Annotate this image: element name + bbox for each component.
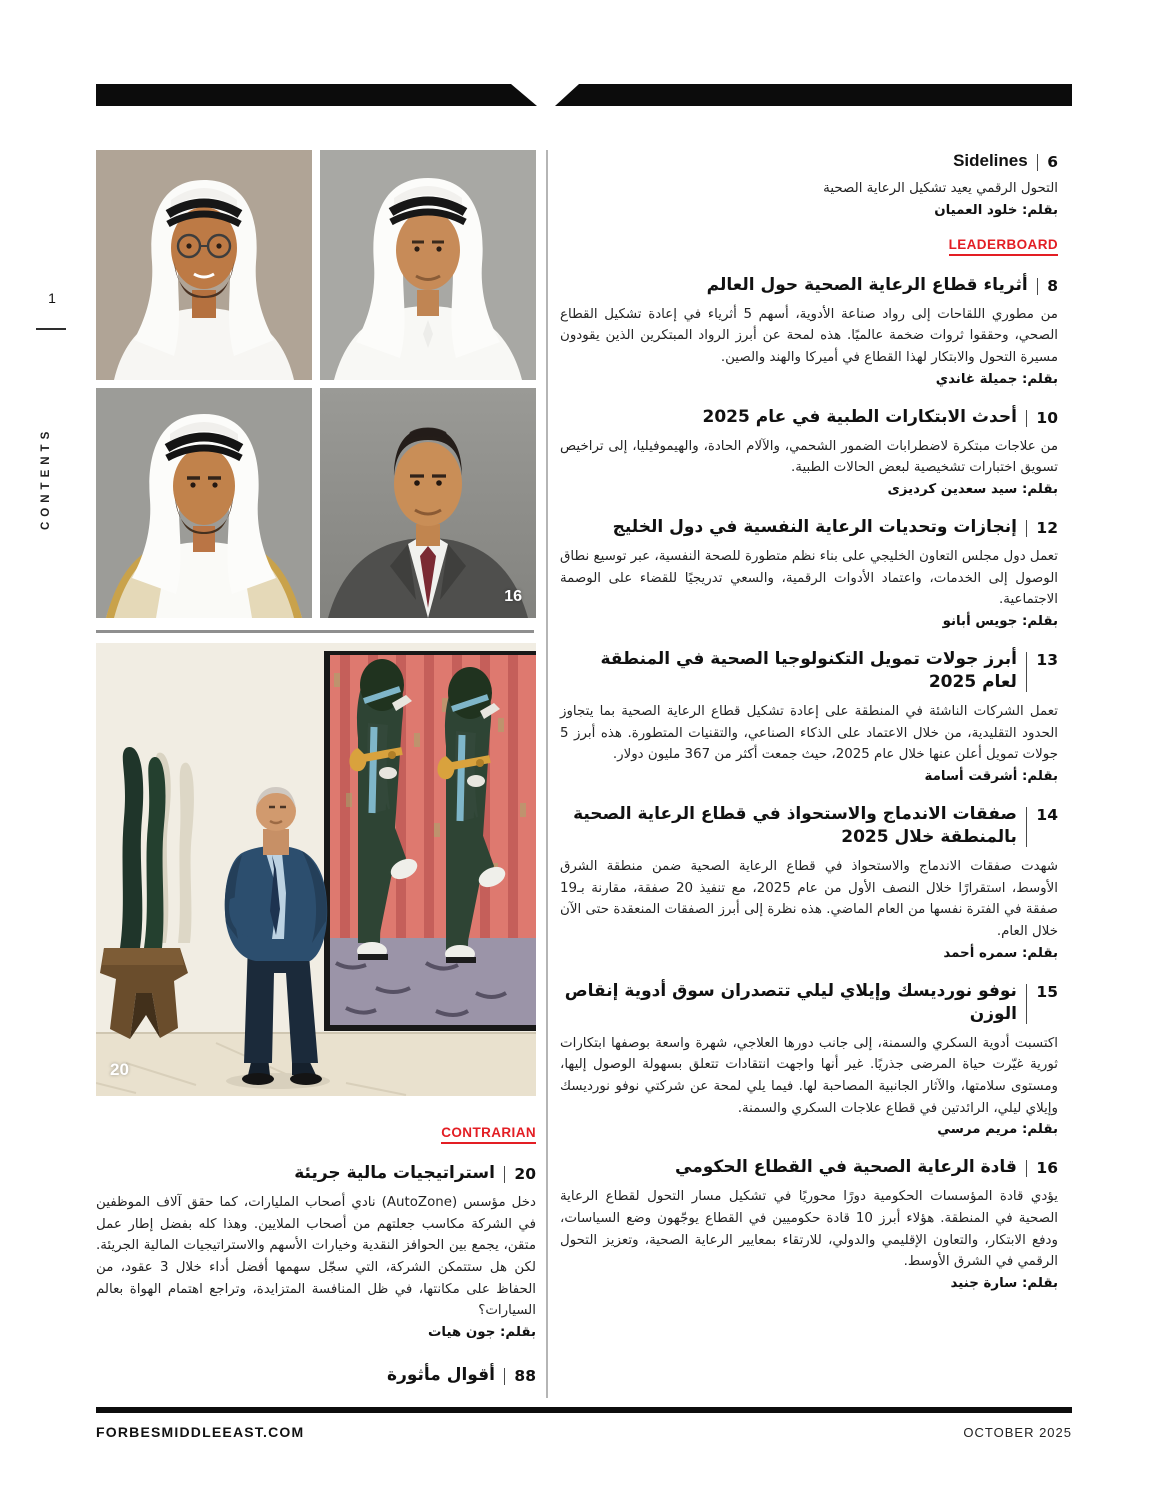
toc-entry-summary: تعمل الشركات الناشئة في المنطقة على إعادة تشكيل قطاع الرعاية الصحية بما يتجاوز الحدود التقليدية، من خلال الاعتماد على الذكاء الصناعي، والتقنيات المتطورة. هذه أبرز 5 جولات تمويل أعلن عنها خلال عام 2025، حيث جمعت أكثر من 367 مليون دولار. bbox=[560, 703, 1058, 763]
photo-divider-rule bbox=[96, 630, 534, 633]
toc-entry-byline: بقلم: سيد سعدين كرديزى bbox=[887, 482, 1058, 498]
title-separator-bar bbox=[504, 1166, 506, 1183]
title-separator-bar bbox=[1037, 154, 1039, 171]
contents-vertical-label: CONTENTS bbox=[40, 426, 52, 530]
title-separator-bar bbox=[1037, 278, 1039, 295]
title-separator-bar bbox=[1026, 410, 1028, 427]
toc-entry-summary: دخل مؤسس (AutoZone) نادي أصحاب المليارات، كما حقق آلاف الموظفين في الشركة مكاسب جعلتهم من أصحاب الملايين. وهذا كله بفضل إطار عمل متقن، يجمع بين الحوافز النقدية وخيارات الأسهم والاستراتيجيات المالية الجريئة. لكن هل ستتمكن الشركة، التي سجّل سهمها أفضل أداء خلال 3 عقود، من الحفاظ على مكانتها، في ظل المنافسة المتزايدة، وتراجع اهتمام الهواة بعالم السيارات؟ bbox=[96, 1194, 536, 1319]
column-divider bbox=[546, 150, 548, 1398]
toc-entry-title: استراتيجيات مالية جريئة bbox=[294, 1163, 495, 1183]
toc-entry-title: صفقات الاندماج والاستحواذ في قطاع الرعاية الصحية بالمنطقة خلال 2025 bbox=[573, 804, 1017, 847]
top-left-black-bar bbox=[96, 84, 537, 106]
toc-entry-byline: بقلم: أشرقت أسامة bbox=[924, 769, 1058, 785]
toc-entry-summary: اكتسبت أدوية السكري والسمنة، إلى جانب دورها العلاجي، شهرة واسعة بوصفها ابتكارات ثورية غيّرت حياة المرضى جذريًا. غير أنها واجهت انتقادات تتعلق بسهولة الوصول إليها، ومستوى سلامتها، والآثار الجانبية المصاحبة لها. فيما يلي لمحة عن شركتي نوفو نورديسك وإيلاي ليلي، الرائدتين في قطاع علاجات السكري والسمنة. bbox=[560, 1035, 1058, 1116]
portrait-1-illustration bbox=[96, 150, 312, 380]
portrait-photo-4 bbox=[320, 388, 536, 618]
toc-entry-page-number: 13 bbox=[1036, 651, 1058, 670]
toc-entry bbox=[96, 1364, 536, 1387]
toc-entry-page-number: 20 bbox=[514, 1165, 536, 1183]
portrait-3-illustration bbox=[96, 388, 312, 618]
title-separator-bar bbox=[1026, 520, 1028, 537]
leaderboard-section-header-wrap bbox=[560, 234, 1058, 256]
toc-entry-byline: بقلم: سارة جنيد bbox=[950, 1276, 1058, 1292]
toc-entry bbox=[96, 1162, 536, 1340]
photo-page-label-20: 20 bbox=[110, 1060, 129, 1079]
toc-entry-summary: من علاجات مبتكرة لاضطرابات الضمور الشحمي، والآلام الحادة، والهيموفيليا، إلى تراخيص تسويق اختبارات تشخيصية لبعض الحالات الطبية. bbox=[560, 438, 1058, 476]
photo-page-label-16: 16 bbox=[504, 588, 522, 605]
portrait-2-illustration bbox=[320, 150, 536, 380]
toc-entry-page-number: 8 bbox=[1047, 276, 1058, 295]
title-separator-bar bbox=[1026, 1160, 1028, 1177]
toc-entry bbox=[560, 803, 1058, 961]
page-number: 1 bbox=[48, 290, 56, 306]
toc-entry-summary: التحول الرقمي يعيد تشكيل الرعاية الصحية bbox=[823, 180, 1058, 196]
toc-entry-title: أثرياء قطاع الرعاية الصحية حول العالم bbox=[706, 274, 1028, 295]
toc-entry-byline: بقلم: جميلة غاندي bbox=[935, 371, 1058, 387]
toc-entry bbox=[560, 980, 1058, 1138]
toc-entry-page-number: 88 bbox=[514, 1367, 536, 1386]
toc-entry-title: أحدث الابتكارات الطبية في عام 2025 bbox=[702, 406, 1017, 427]
toc-entry-page-number: 12 bbox=[1036, 519, 1058, 538]
contents-right-column bbox=[560, 150, 1058, 1310]
page-number-rule bbox=[36, 328, 66, 330]
portrait-4-illustration bbox=[320, 388, 536, 618]
title-separator-bar bbox=[1026, 807, 1028, 847]
contrarian-section-header: CONTRARIAN bbox=[441, 1125, 536, 1144]
toc-entry-title: نوفو نورديسك وإيلاي ليلي تتصدران سوق أدوية إنقاص الوزن bbox=[564, 980, 1017, 1024]
toc-entry-summary: من مطوري اللقاحات إلى رواد صناعة الأدوية، أسهم 5 أثرياء في إعادة تشكيل القطاع الصحي، وحققوا ثروات ضخمة عالميًا. هذه لمحة عن أبرز الرواد المبتكرين الذين يقودون مسيرة التحول والابتكار لهذا القطاع في أميركا والهند والصين. bbox=[560, 306, 1058, 365]
toc-entry-page-number: 16 bbox=[1036, 1159, 1058, 1178]
toc-entry-summary: يؤدي قادة المؤسسات الحكومية دورًا محوريًا في تشكيل مسار التحول لقطاع الرعاية الصحية في المنطقة. هؤلاء أبرز 10 قادة حكوميين في القطاع يوجّهون وضع السياسات، ودفع الابتكار، والتعاون الإقليمي والدولي، للارتقاء بمعايير الرعاية الصحية، وتعزيز التحول الرقمي في الشرق الأوسط. bbox=[560, 1189, 1058, 1270]
contents-left-column bbox=[96, 1118, 536, 1406]
portrait-photo-1 bbox=[96, 150, 312, 380]
toc-entry-byline: بقلم: سمره أحمد bbox=[943, 945, 1058, 961]
toc-entry-page-number: 10 bbox=[1036, 408, 1058, 427]
toc-entry-byline: بقلم: مريم مرسي bbox=[937, 1122, 1058, 1138]
footer-issue-date: OCTOBER 2025 bbox=[963, 1425, 1072, 1440]
toc-entry-page-number: 14 bbox=[1036, 806, 1058, 825]
toc-entry-byline: بقلم: جون هيات bbox=[427, 1325, 536, 1341]
portrait-photo-2 bbox=[320, 150, 536, 380]
toc-entry-page-number: 15 bbox=[1036, 982, 1058, 1001]
feature-photo-illustration bbox=[96, 643, 536, 1096]
toc-entry bbox=[560, 516, 1058, 629]
footer-rule bbox=[96, 1407, 1072, 1413]
toc-entry-summary: تعمل دول مجلس التعاون الخليجي على بناء نظم متطورة للصحة النفسية، عبر توسيع نطاق الوصول إلى الخدمات، واعتماد الأدوات الرقمية، والسعي تدريجيًا للقضاء على الوصمة الاجتماعية. bbox=[560, 548, 1058, 608]
footer-website: FORBESMIDDLEEAST.COM bbox=[96, 1424, 305, 1440]
feature-photo bbox=[96, 643, 536, 1096]
toc-entry bbox=[560, 274, 1058, 387]
leaderboard-section-header: LEADERBOARD bbox=[949, 237, 1058, 256]
toc-entry-summary: شهدت صفقات الاندماج والاستحواذ في قطاع الرعاية الصحية ضمن منطقة الشرق الأوسط، استقرارًا خلال النصف الأول من عام 2025، مع تنفيذ 20 صفقة، مقارنة بـ19 صفقة في الفترة نفسها من العام الماضي. هذه نظرة إلى أبرز الصفقات المنعقدة حتى الآن خلال العام. bbox=[560, 858, 1058, 940]
title-separator-bar bbox=[504, 1368, 506, 1385]
toc-entry-title-row bbox=[560, 150, 1058, 173]
toc-entry-title: أقوال مأثورة bbox=[387, 1365, 495, 1386]
toc-entry-byline: بقلم: جويس أبانو bbox=[942, 614, 1058, 630]
toc-entry-page-number: 6 bbox=[1047, 153, 1058, 171]
toc-entry-title: قادة الرعاية الصحية في القطاع الحكومي bbox=[675, 1157, 1017, 1178]
portrait-photo-grid bbox=[96, 150, 536, 618]
toc-entry bbox=[560, 1156, 1058, 1291]
toc-entry bbox=[560, 648, 1058, 784]
toc-entry-title: إنجازات وتحديات الرعاية النفسية في دول الخليج bbox=[612, 517, 1017, 538]
toc-entry bbox=[560, 406, 1058, 497]
toc-entry-byline: بقلم: خلود العميان bbox=[934, 202, 1058, 218]
toc-entry-title: Sidelines bbox=[953, 151, 1028, 170]
toc-entry-sidelines bbox=[560, 150, 1058, 218]
portrait-photo-3 bbox=[96, 388, 312, 618]
title-separator-bar bbox=[1026, 652, 1028, 692]
contrarian-section-header-wrap bbox=[96, 1122, 536, 1144]
top-right-black-bar bbox=[555, 84, 1072, 106]
toc-entry-title: أبرز جولات تمويل التكنولوجيا الصحية في المنطقة لعام 2025 bbox=[600, 649, 1017, 693]
title-separator-bar bbox=[1026, 984, 1028, 1024]
